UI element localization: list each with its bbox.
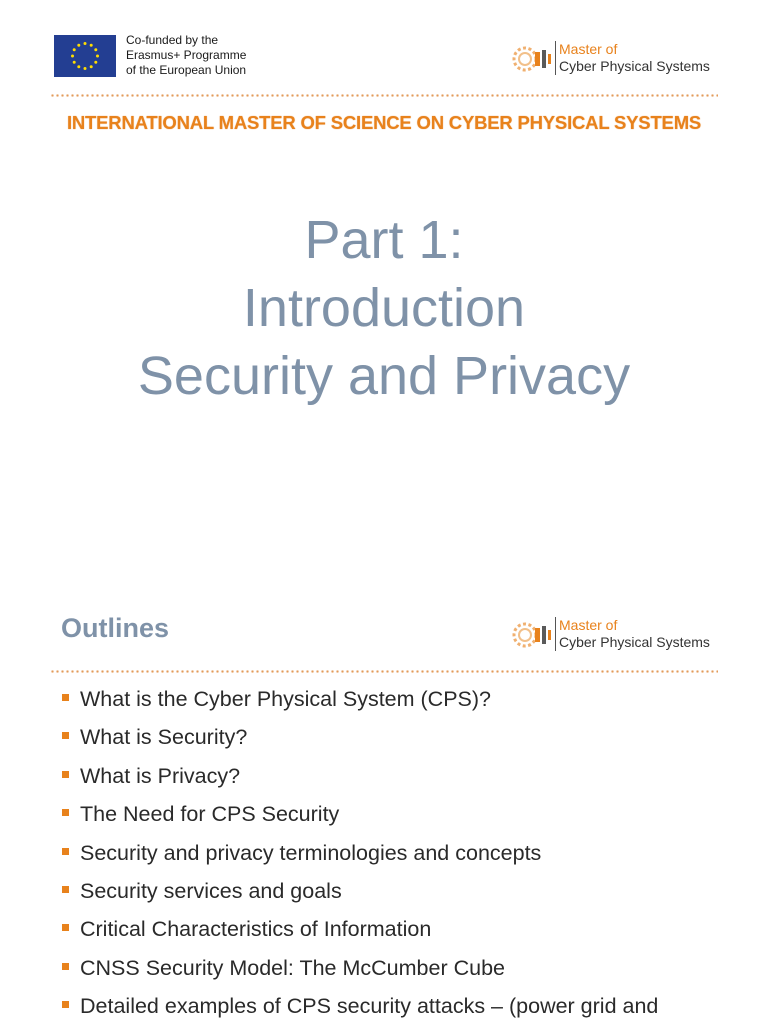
logo-line-2: Cyber Physical Systems [559,58,710,74]
logo-divider [555,41,556,75]
list-item-text: What is the Cyber Physical System (CPS)? [80,687,492,711]
dotted-separator [50,94,718,97]
list-item-text: Security and privacy terminologies and concepts [80,840,542,865]
square-bullet-icon [62,1001,69,1008]
square-bullet-icon [62,809,69,816]
list-item [62,722,722,760]
square-bullet-icon [62,771,69,778]
square-bullet-icon [62,694,69,701]
list-item-text: CNSS Security Model: The McCumber Cube [80,955,505,980]
title-line: Introduction [242,278,526,338]
gear-chip-icon [509,614,553,654]
eu-text-line: Co-funded by the [126,33,219,47]
eu-text-line: of the European Union [126,63,247,77]
program-logo [509,614,710,654]
square-bullet-icon [62,848,69,855]
logo-line-1: Master of [559,617,618,633]
list-item [62,684,722,722]
list-item-text: Detailed examples of CPS security attacks – (power grid and [80,994,659,1019]
list-item-text: What is Security? [80,725,248,750]
title-line: Security and Privacy [137,346,631,406]
square-bullet-icon [62,963,69,970]
square-bullet-icon [62,924,69,931]
slide-heading: Outlines [61,613,170,643]
list-item-text: The Need for CPS Security [80,802,340,827]
square-bullet-icon [62,886,69,893]
list-item [62,953,722,991]
square-bullet-icon [62,732,69,739]
list-item [62,799,722,837]
logo-line-1: Master of [559,41,618,57]
logo-divider [555,617,556,651]
title-line: Part 1: [304,210,464,270]
eu-text-line: Erasmus+ Programme [126,48,247,62]
gear-chip-icon [509,38,553,78]
list-item [62,838,722,876]
list-item [62,876,722,914]
eu-cofunded-text [126,33,246,78]
outline-list [62,684,722,1030]
program-logo [509,38,710,78]
eu-cofunded-logo [54,33,246,78]
list-item-text: What is Privacy? [80,763,241,788]
eu-flag-icon [54,35,116,77]
logo-line-2: Cyber Physical Systems [559,634,710,650]
slide-title [0,206,768,410]
list-item [62,914,722,952]
list-item-text: Critical Characteristics of Information [80,917,432,942]
outline-slide [0,600,768,1024]
dotted-separator [50,670,718,673]
list-item-text: Security services and goals [80,878,342,903]
list-item [62,761,722,799]
program-banner: INTERNATIONAL MASTER OF SCIENCE ON CYBER PHYSICAL SYSTEMS [66,112,702,133]
